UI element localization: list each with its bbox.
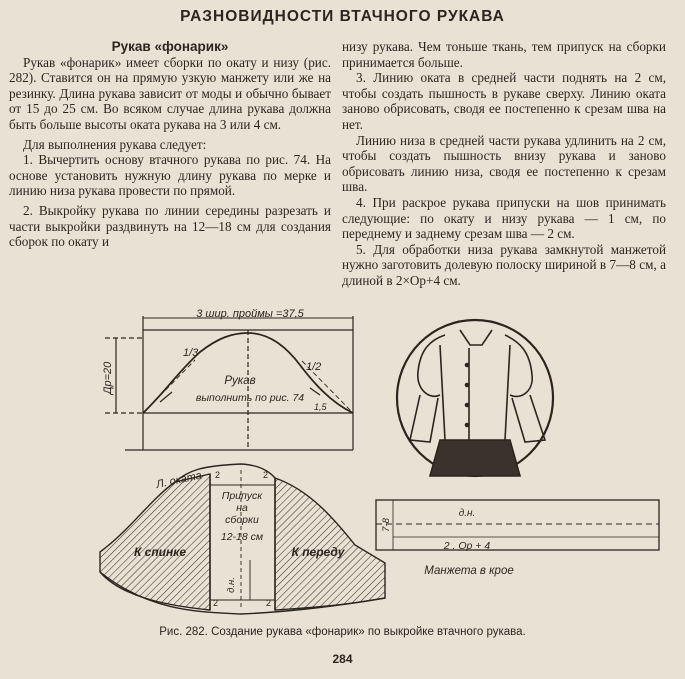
page-heading: РАЗНОВИДНОСТИ ВТАЧНОГО РУКАВА — [180, 8, 505, 25]
back-label: К спинке — [133, 545, 187, 559]
paragraph: низу рукава. Чем тоньше ткань, тем припуск на сборки принимается больше. — [342, 39, 666, 70]
measure-2: 2 — [263, 470, 269, 480]
fraction-label: 1/2 — [306, 361, 322, 373]
paragraph: 1. Вычертить основу втачного рукава по рис. 74. На основе установить нужную длину рукава по мерке и линию низа рукава провести по прямой. — [9, 152, 331, 199]
allowance-line-1: Припуск — [221, 490, 263, 502]
paragraph: 2. Выкройку рукава по линии середины разрезать и части выкройки раздвинуть на 12—18 см для создания сборок по окату и — [9, 202, 331, 250]
cuff-height: 7-8 — [381, 518, 392, 532]
okat-label: Л. оката — [155, 469, 203, 491]
figure-caption: Рис. 282. Создание рукава «фонарик» по выкройке втачного рукава. — [159, 626, 526, 638]
allowance-line-3: сборки — [225, 514, 259, 526]
paragraph: Рукав «фонарик» имеет сборки по окату и низу (рис. 282). Ставится он на прямую узкую манжету или же на резинку. Длина рукава зависит от моды и обычно бывает от 15 до 25 см. Во всяком случае длина рукава должна быть больше высоты оката рукава на 3 или 4 см. — [9, 54, 331, 132]
width-label: 3 шир. проймы =37,5 — [196, 308, 304, 320]
paragraph: Линию низа в средней части рукава удлинить на 2 см, чтобы создать пышность внизу рукава и заново обрисовать линию низа, сводя ее постепенно к срезам шва. — [342, 132, 666, 195]
cuff-dn-label: д.н. — [458, 508, 476, 519]
measure-2: 2 — [213, 598, 219, 608]
fraction-label: 1/3 — [183, 347, 199, 359]
allowance-line-4: 12-18 см — [220, 531, 264, 543]
allowance-line-2: на — [236, 502, 248, 514]
cuff-caption: Манжета в крое — [424, 565, 514, 577]
paragraph: 5. Для обработки низа рукава замкнутой манжетой нужно заготовить долевую полоску шириной в 7—8 см, а длиной в 2×Ор+4 см. — [342, 241, 666, 288]
measure-2: 2 — [215, 470, 221, 480]
measure-2: 2 — [266, 598, 272, 608]
section-subheading: Рукав «фонарик» — [111, 39, 229, 54]
small-measure: 1,5 — [314, 402, 327, 412]
sleeve-label: Рукав — [224, 375, 256, 387]
sleeve-note: выполнить по рис. 74 — [195, 392, 305, 404]
cuff-formula: 2 . Ор + 4 — [443, 540, 491, 552]
blouse-illustration — [397, 320, 553, 476]
paragraph: Для выполнения рукава следует: — [23, 136, 207, 152]
paragraph: 3. Линию оката в средней части поднять на 2 см, чтобы создать пышность в рукаве сверху. Линию оката заново обрисовать, сводя ее постепенно к срезам шва на нет. — [342, 70, 666, 132]
dn-label: д.н. — [226, 577, 237, 593]
page-number: 284 — [332, 652, 353, 666]
height-label: Др=20 — [102, 361, 114, 395]
cuff-pattern — [376, 500, 659, 550]
paragraph: 4. При раскрое рукава припуски на шов принимать следующие: по окату и низу рукава — 1 см, по переднему и заднему срезам шва — 2 см. — [342, 194, 666, 242]
front-label: К переду — [291, 545, 345, 559]
